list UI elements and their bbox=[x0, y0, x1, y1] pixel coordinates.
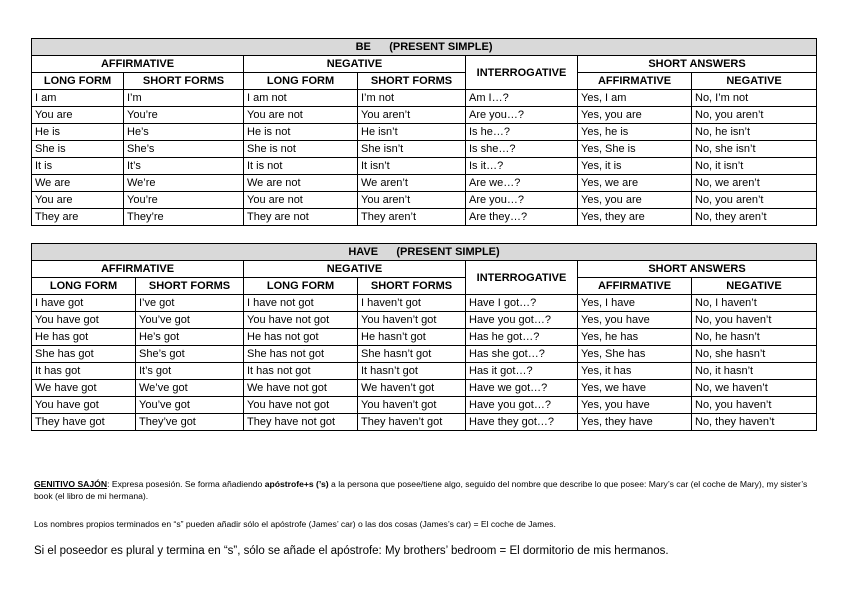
table-cell: You are bbox=[32, 107, 124, 124]
table-cell: You have not got bbox=[244, 312, 358, 329]
have-affirmative-header: AFFIRMATIVE bbox=[32, 261, 244, 278]
table-row bbox=[32, 312, 817, 329]
table-cell: No, he hasn’t bbox=[692, 329, 817, 346]
table-cell: Are we…? bbox=[466, 175, 578, 192]
be-sa-affirmative-header: AFFIRMATIVE bbox=[578, 73, 692, 90]
table-cell: She is bbox=[32, 141, 124, 158]
table-cell: Have you got…? bbox=[466, 312, 578, 329]
table-cell: No, you aren’t bbox=[692, 107, 817, 124]
table-row bbox=[32, 209, 817, 226]
table-cell: You haven’t got bbox=[358, 397, 466, 414]
genitivo-text-2: a la persona que posee/tiene algo, seguido del nombre que describe lo que posee: Mary’s car (el coche de Mary), my sister’s book (el libro de mi hermana). bbox=[34, 479, 808, 501]
table-cell: Yes, I have bbox=[578, 295, 692, 312]
have-present-simple-table bbox=[31, 243, 817, 431]
table-cell: I am bbox=[32, 90, 124, 107]
table-cell: You’ve got bbox=[136, 397, 244, 414]
be-affirmative-header: AFFIRMATIVE bbox=[32, 56, 244, 73]
table-cell: No, I haven’t bbox=[692, 295, 817, 312]
have-neg-long-form-header: LONG FORM bbox=[244, 278, 358, 295]
table-cell: Yes, we have bbox=[578, 380, 692, 397]
table-cell: We are bbox=[32, 175, 124, 192]
plural-rule-note: Si el poseedor es plural y termina en “s”, sólo se añade el apóstrofe: My brothers’ bedroom = El dormitorio de mis hermanos. bbox=[34, 545, 669, 557]
table-cell: You’re bbox=[124, 107, 244, 124]
table-cell: Is she…? bbox=[466, 141, 578, 158]
table-cell: Is it…? bbox=[466, 158, 578, 175]
table-cell: You haven’t got bbox=[358, 312, 466, 329]
table-cell: Yes, it is bbox=[578, 158, 692, 175]
table-row bbox=[32, 158, 817, 175]
table-cell: He’s bbox=[124, 124, 244, 141]
table-cell: Is he…? bbox=[466, 124, 578, 141]
table-cell: No, you aren’t bbox=[692, 192, 817, 209]
table-cell: It has not got bbox=[244, 363, 358, 380]
have-short-forms-header: SHORT FORMS bbox=[136, 278, 244, 295]
be-neg-short-forms-header: SHORT FORMS bbox=[358, 73, 466, 90]
table-cell: Yes, She is bbox=[578, 141, 692, 158]
table-cell: She has not got bbox=[244, 346, 358, 363]
table-cell: I’ve got bbox=[136, 295, 244, 312]
be-sa-negative-header: NEGATIVE bbox=[692, 73, 817, 90]
table-cell: Yes, they have bbox=[578, 414, 692, 431]
table-cell: She’s bbox=[124, 141, 244, 158]
table-cell: Has it got…? bbox=[466, 363, 578, 380]
table-cell: Has he got…? bbox=[466, 329, 578, 346]
table-cell: He has got bbox=[32, 329, 136, 346]
table-cell: Has she got…? bbox=[466, 346, 578, 363]
table-cell: He has not got bbox=[244, 329, 358, 346]
be-present-simple-table bbox=[31, 38, 817, 226]
table-row bbox=[32, 175, 817, 192]
table-cell: It hasn’t got bbox=[358, 363, 466, 380]
table-cell: Am I…? bbox=[466, 90, 578, 107]
be-neg-long-form-header: LONG FORM bbox=[244, 73, 358, 90]
table-cell: Yes, you have bbox=[578, 397, 692, 414]
table-cell: She hasn’t got bbox=[358, 346, 466, 363]
have-long-form-header: LONG FORM bbox=[32, 278, 136, 295]
table-row bbox=[32, 397, 817, 414]
table-cell: No, she hasn’t bbox=[692, 346, 817, 363]
table-cell: We haven’t got bbox=[358, 380, 466, 397]
table-cell: I’m bbox=[124, 90, 244, 107]
table-cell: You are not bbox=[244, 107, 358, 124]
table-cell: She’s got bbox=[136, 346, 244, 363]
have-neg-short-forms-header: SHORT FORMS bbox=[358, 278, 466, 295]
table-cell: Have they got…? bbox=[466, 414, 578, 431]
table-cell: You have not got bbox=[244, 397, 358, 414]
table-cell: Have you got…? bbox=[466, 397, 578, 414]
table-cell: I have not got bbox=[244, 295, 358, 312]
table-cell: Yes, he is bbox=[578, 124, 692, 141]
table-cell: You’re bbox=[124, 192, 244, 209]
table-cell: She isn’t bbox=[358, 141, 466, 158]
table-row bbox=[32, 124, 817, 141]
table-row bbox=[32, 329, 817, 346]
have-short-answers-header: SHORT ANSWERS bbox=[578, 261, 817, 278]
table-row bbox=[32, 363, 817, 380]
table-row bbox=[32, 295, 817, 312]
table-cell: Are they…? bbox=[466, 209, 578, 226]
table-cell: She has got bbox=[32, 346, 136, 363]
table-cell: He’s got bbox=[136, 329, 244, 346]
table-row bbox=[32, 414, 817, 431]
table-cell: No, you haven’t bbox=[692, 397, 817, 414]
table-cell: No, I’m not bbox=[692, 90, 817, 107]
table-cell: Yes, he has bbox=[578, 329, 692, 346]
genitivo-text-1: : Expresa posesión. Se forma añadiendo bbox=[107, 479, 265, 489]
table-cell: Yes, She has bbox=[578, 346, 692, 363]
table-cell: They are not bbox=[244, 209, 358, 226]
table-cell: You have got bbox=[32, 397, 136, 414]
have-negative-header: NEGATIVE bbox=[244, 261, 466, 278]
genitivo-bold: apóstrofe+s (’s) bbox=[264, 479, 329, 489]
be-short-answers-header: SHORT ANSWERS bbox=[578, 56, 817, 73]
table-cell: They are bbox=[32, 209, 124, 226]
table-cell: It is bbox=[32, 158, 124, 175]
table-cell: Are you…? bbox=[466, 192, 578, 209]
table-cell: Yes, you are bbox=[578, 192, 692, 209]
table-cell: I haven’t got bbox=[358, 295, 466, 312]
table-cell: Have I got…? bbox=[466, 295, 578, 312]
have-sa-affirmative-header: AFFIRMATIVE bbox=[578, 278, 692, 295]
table-cell: We’re bbox=[124, 175, 244, 192]
table-cell: We have got bbox=[32, 380, 136, 397]
proper-names-note: Los nombres propios terminados en “s” pueden añadir sólo el apóstrofe (James’ car) o las dos cosas (James’s car) = El coche de James. bbox=[34, 519, 556, 529]
table-cell: You have got bbox=[32, 312, 136, 329]
table-cell: Yes, I am bbox=[578, 90, 692, 107]
be-long-form-header: LONG FORM bbox=[32, 73, 124, 90]
table-cell: They’ve got bbox=[136, 414, 244, 431]
be-short-forms-header: SHORT FORMS bbox=[124, 73, 244, 90]
genitivo-sajon-note bbox=[34, 478, 814, 502]
table-cell: He is bbox=[32, 124, 124, 141]
table-cell: Yes, they are bbox=[578, 209, 692, 226]
table-cell: They have not got bbox=[244, 414, 358, 431]
table-cell: You’ve got bbox=[136, 312, 244, 329]
be-table-title: BE (PRESENT SIMPLE) bbox=[32, 39, 817, 56]
table-cell: I’m not bbox=[358, 90, 466, 107]
table-cell: I have got bbox=[32, 295, 136, 312]
table-cell: They’re bbox=[124, 209, 244, 226]
table-cell: They haven’t got bbox=[358, 414, 466, 431]
table-cell: It has got bbox=[32, 363, 136, 380]
table-cell: He is not bbox=[244, 124, 358, 141]
have-sa-negative-header: NEGATIVE bbox=[692, 278, 817, 295]
table-cell: She is not bbox=[244, 141, 358, 158]
table-cell: We’ve got bbox=[136, 380, 244, 397]
table-cell: It’s bbox=[124, 158, 244, 175]
table-row bbox=[32, 192, 817, 209]
table-row bbox=[32, 107, 817, 124]
table-cell: Yes, we are bbox=[578, 175, 692, 192]
table-cell: I am not bbox=[244, 90, 358, 107]
table-cell: No, it hasn’t bbox=[692, 363, 817, 380]
table-cell: You are bbox=[32, 192, 124, 209]
table-row bbox=[32, 346, 817, 363]
table-row bbox=[32, 380, 817, 397]
table-cell: No, she isn’t bbox=[692, 141, 817, 158]
table-cell: No, we haven’t bbox=[692, 380, 817, 397]
table-cell: We are not bbox=[244, 175, 358, 192]
table-cell: Have we got…? bbox=[466, 380, 578, 397]
table-cell: It’s got bbox=[136, 363, 244, 380]
genitivo-sajon-label: GENITIVO SAJÓN bbox=[34, 479, 108, 489]
be-negative-header: NEGATIVE bbox=[244, 56, 466, 73]
table-row bbox=[32, 90, 817, 107]
table-cell: You aren’t bbox=[358, 107, 466, 124]
table-cell: He hasn’t got bbox=[358, 329, 466, 346]
table-cell: No, they haven’t bbox=[692, 414, 817, 431]
table-cell: They have got bbox=[32, 414, 136, 431]
table-cell: Yes, you are bbox=[578, 107, 692, 124]
table-cell: No, you haven’t bbox=[692, 312, 817, 329]
table-cell: He isn’t bbox=[358, 124, 466, 141]
have-table-title: HAVE (PRESENT SIMPLE) bbox=[32, 244, 817, 261]
table-cell: We aren’t bbox=[358, 175, 466, 192]
table-cell: We have not got bbox=[244, 380, 358, 397]
table-cell: Yes, it has bbox=[578, 363, 692, 380]
table-cell: You aren’t bbox=[358, 192, 466, 209]
table-cell: Yes, you have bbox=[578, 312, 692, 329]
table-row bbox=[32, 141, 817, 158]
table-cell: It is not bbox=[244, 158, 358, 175]
table-cell: No, he isn’t bbox=[692, 124, 817, 141]
table-cell: No, it isn’t bbox=[692, 158, 817, 175]
table-cell: They aren’t bbox=[358, 209, 466, 226]
table-cell: No, they aren’t bbox=[692, 209, 817, 226]
table-cell: It isn’t bbox=[358, 158, 466, 175]
table-cell: You are not bbox=[244, 192, 358, 209]
table-cell: No, we aren’t bbox=[692, 175, 817, 192]
table-cell: Are you…? bbox=[466, 107, 578, 124]
have-interrogative-header: INTERROGATIVE bbox=[466, 261, 578, 295]
be-interrogative-header: INTERROGATIVE bbox=[466, 56, 578, 90]
